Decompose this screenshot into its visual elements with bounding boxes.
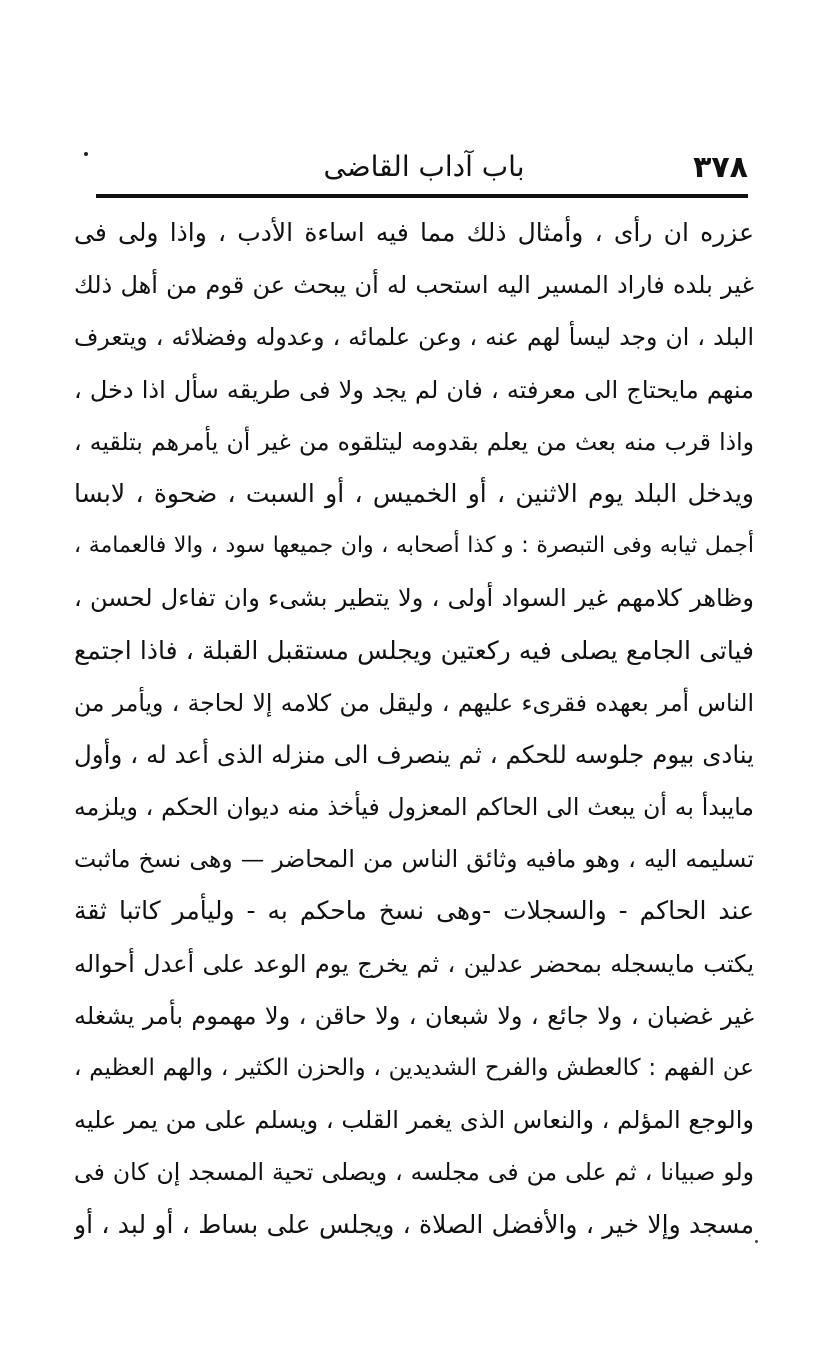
ink-speck	[84, 152, 88, 156]
text-line: تسليمه اليه ، وهو مافيه وثائق الناس من المحاضر — وهى نسخ ماثبت	[74, 845, 754, 874]
text-line: ويدخل البلد يوم الاثنين ، أو الخميس ، أو السبت ، ضحوة ، لابسا	[74, 478, 754, 508]
page-header	[100, 148, 748, 194]
text-line: عند الحاكم - والسجلات -وهى نسخ ماحكم به - وليأمر كاتبا ثقة	[74, 896, 754, 926]
text-line: الناس أمر بعهده فقرىء عليهم ، وليقل من كلامه إلا لحاجة ، ويأمر من	[74, 688, 754, 717]
text-line: ينادى بيوم جلوسه للحكم ، ثم ينصرف الى منزله الذى أعد له ، وأول	[74, 739, 754, 769]
header-rule	[96, 194, 748, 198]
running-title: باب آداب القاضى	[323, 150, 525, 183]
text-line: ولو صبيانا ، ثم على من فى مجلسه ، ويصلى تحية المسجد إن كان فى	[74, 1158, 754, 1187]
text-line: البلد ، ان وجد ليسأ لهم عنه ، وعن علمائه ، وعدوله وفضلائه ، ويتعرف	[74, 323, 754, 352]
text-line: غير غضبان ، ولا جائع ، ولا شبعان ، ولا حاقن ، ولا مهموم بأمر يشغله	[74, 1001, 754, 1030]
text-line: غير بلده فاراد المسير اليه استحب له أن يبحث عن قوم من أهل ذلك	[74, 271, 754, 300]
text-line: مايبدأ به أن يبعث الى الحاكم المعزول فيأخذ منه ديوان الحكم ، ويلزمه	[74, 793, 754, 822]
text-line: يكتب مايسجله بمحضر عدلين ، ثم يخرج يوم الوعد على أعدل أحواله	[74, 949, 754, 978]
text-line: عن الفهم : كالعطش والفرح الشديدين ، والحزن الكثير ، والهم العظيم ،	[74, 1055, 754, 1081]
text-line: والوجع المؤلم ، والنعاس الذى يغمر القلب ، ويسلم على من يمر عليه	[74, 1106, 754, 1135]
text-line: منهم مايحتاج الى معرفته ، فان لم يجد ولا فى طريقه سأل اذا دخل ،	[74, 375, 754, 404]
ink-speck	[755, 1240, 758, 1243]
text-line: فياتى الجامع يصلى فيه ركعتين ويجلس مستقبل القبلة ، فاذا اجتمع	[74, 635, 754, 665]
text-line: وظاهر كلامهم غير السواد أولى ، ولا يتطير بشىء وان تفاءل لحسن ،	[74, 584, 754, 613]
body-text	[74, 207, 754, 1251]
text-line: واذا قرب منه بعث من يعلم بقدومه ليتلقوه من غير أن يأمرهم بتلقيه ،	[74, 427, 754, 456]
page-number: ٣٧٨	[693, 150, 748, 185]
text-line: مسجد وإلا خير ، والأفضل الصلاة ، ويجلس على بساط ، أو لبد ، أو	[74, 1209, 754, 1239]
text-line: عزره ان رأى ، وأمثال ذلك مما فيه اساءة الأدب ، واذا ولى فى	[74, 218, 754, 247]
text-line: أجمل ثيابه وفى التبصرة : و كذا أصحابه ، وان جميعها سود ، والا فالعمامة ،	[74, 533, 754, 559]
